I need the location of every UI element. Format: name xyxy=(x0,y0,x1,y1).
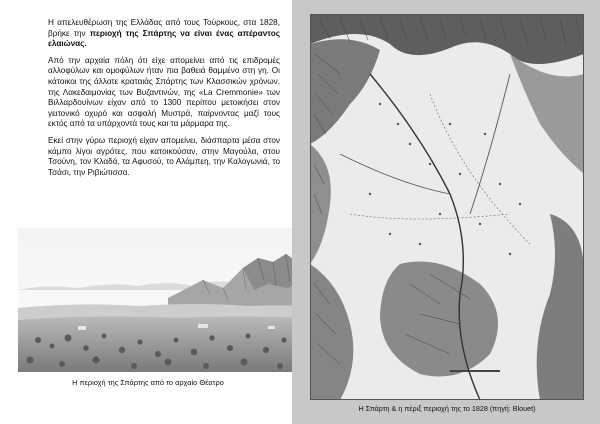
left-panel xyxy=(0,0,292,424)
paragraph-1-bold: περιοχή της Σπάρτης να είναι ένας απέραντος ελαιώνας. xyxy=(48,28,280,49)
text-block xyxy=(48,18,280,184)
paragraph-1-text: Η απελευθέρωση της Ελλάδας από τους Τούρκους, στα 1828, βρήκε την xyxy=(48,18,280,38)
sparta-theatre-illustration xyxy=(18,228,334,372)
sparta-1828-map xyxy=(310,14,584,400)
illustration-caption: Η περιοχή της Σπάρτης από το αρχαίο Θέατρο xyxy=(72,378,224,387)
paragraph-1 xyxy=(48,18,280,50)
paragraph-3: Εκεί στην γύρω περιοχή είχαν απομείνει, διάσπαρτα μέσα στον κάμπο λίγοι αγρότες, που κατοικούσαν, στην Μαγούλα, στου Τσούνη, τον Κλαδά, τα Αφυσού, το Αλάμπεη, την Καλογωνιά, το Τσάσι, την Ριβιώτισσα. xyxy=(48,135,280,177)
map-caption: Η Σπάρτη & η πέριξ περιοχή της το 1828 (πηγή: Blouet) xyxy=(358,404,536,413)
paragraph-2: Από την αρχαία πόλη ότι είχε απομείνει από τις επιδρομές αλλοφύλων και ομοφύλων ήταν πια βαθειά θαμμένο στη γη. Οι κάτοικοι της άλλοτε κραταιάς Σπάρτης των Κλασσικών χρόνων, της Λακεδαιμονίας των Βυζαντινών, της «La Cremmonie» των Βιλλαρδουίνων είχαν από το 1300 περίπου μετοικήσει στον γειτονικό οχυρό και ασφαλή Μυστρά, παίρνοντας μαζί τους εκτός από τα υπάρχοντά τους και τα μάρμαρα της. xyxy=(48,55,280,129)
